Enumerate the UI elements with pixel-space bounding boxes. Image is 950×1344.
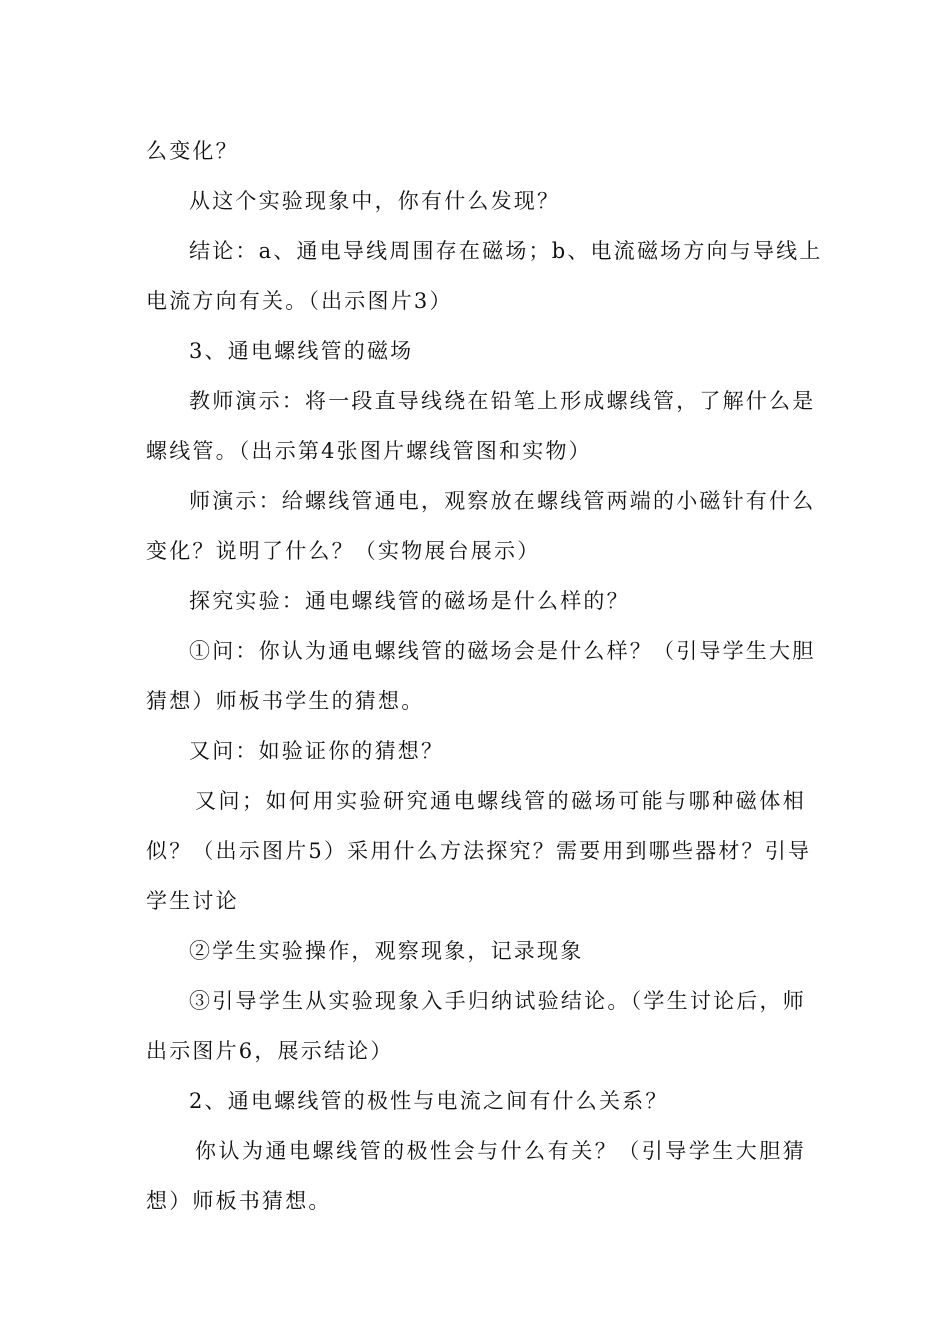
text-line: ③引导学生从实验现象入手归纳试验结论。（学生讨论后，师 <box>189 989 806 1013</box>
text-line: 似？（出示图片5）采用什么方法探究？需要用到哪些器材？引导 <box>146 839 812 863</box>
section-heading: 2、通电螺线管的极性与电流之间有什么关系？ <box>189 1089 669 1113</box>
text-line: 师演示：给螺线管通电，观察放在螺线管两端的小磁针有什么 <box>189 489 816 513</box>
text-line: 从这个实验现象中，你有什么发现？ <box>189 189 561 213</box>
text-line: 又问：如验证你的猜想？ <box>189 739 445 763</box>
text-line: 学生讨论 <box>146 889 239 913</box>
text-line: ②学生实验操作，观察现象，记录现象 <box>189 939 584 963</box>
text-line: 么变化？ <box>146 139 239 163</box>
text-line: 变化？说明了什么？（实物展台展示） <box>146 539 541 563</box>
text-line: 猜想）师板书学生的猜想。 <box>146 689 425 713</box>
text-line: 出示图片6，展示结论） <box>146 1039 394 1063</box>
text-line: 结论：a、通电导线周围存在磁场；b、电流磁场方向与导线上 <box>189 239 823 263</box>
text-line: 探究实验：通电螺线管的磁场是什么样的？ <box>189 589 630 613</box>
text-line: 螺线管。（出示第4张图片螺线管图和实物） <box>146 439 592 463</box>
text-line: ①问：你认为通电螺线管的磁场会是什么样？（引导学生大胆 <box>189 639 816 663</box>
text-line: 想）师板书猜想。 <box>146 1189 332 1213</box>
text-line: 电流方向有关。（出示图片3） <box>146 289 453 313</box>
section-heading: 3、通电螺线管的磁场 <box>189 339 414 363</box>
text-line: 又问；如何用实验研究通电螺线管的磁场可能与哪种磁体相 <box>195 789 806 813</box>
text-line: 教师演示：将一段直导线绕在铅笔上形成螺线管，了解什么是 <box>189 389 816 413</box>
text-line: 你认为通电螺线管的极性会与什么有关？（引导学生大胆猜 <box>195 1139 806 1163</box>
